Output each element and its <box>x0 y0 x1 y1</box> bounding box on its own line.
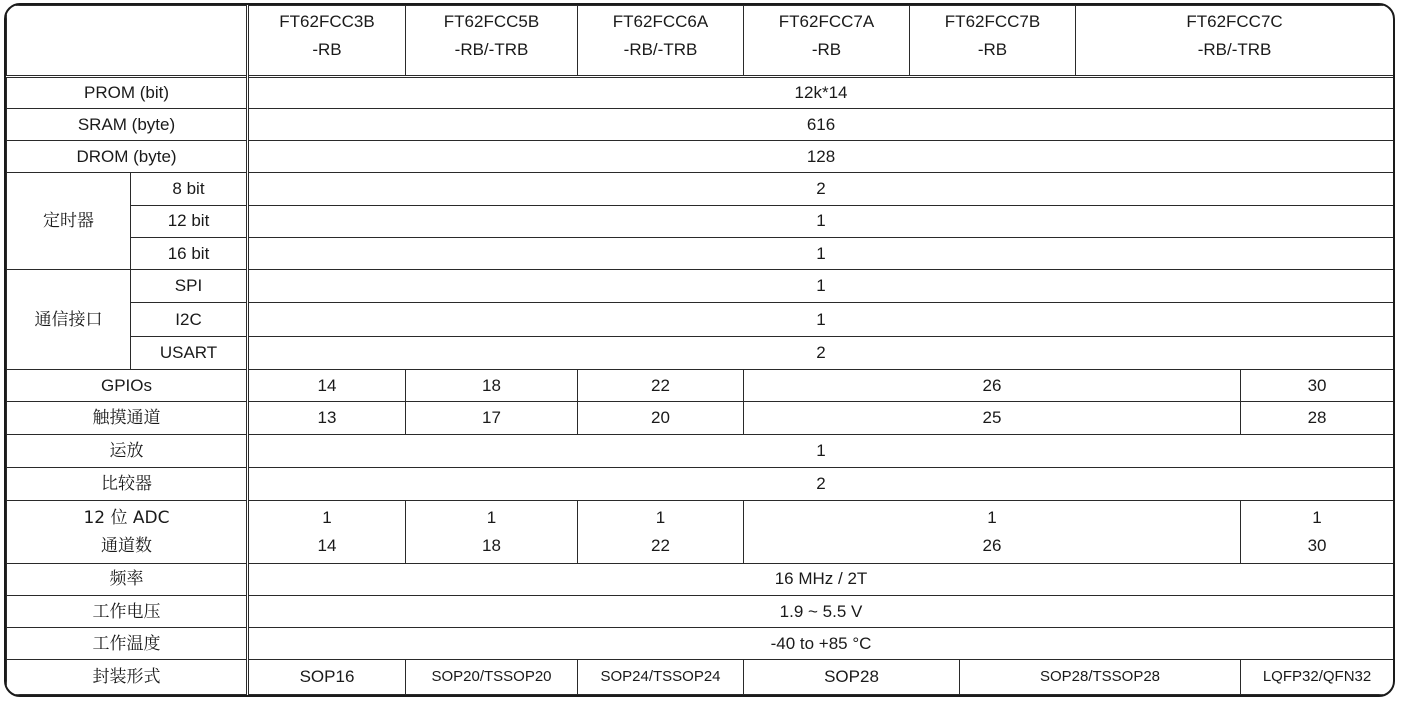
sub-label-timer-8bit: 8 bit <box>131 173 248 205</box>
model-header-4: FT62FCC7B -RB <box>910 6 1076 77</box>
table-row-timer-12bit <box>7 205 1394 237</box>
table-row-gpios <box>7 370 1394 402</box>
model-header-5: FT62FCC7C -RB/-TRB <box>1076 6 1394 77</box>
cell-gpios-4: 30 <box>1241 370 1394 402</box>
row-value-opamp: 1 <box>248 434 1394 467</box>
row-label-touch: 触摸通道 <box>7 402 248 434</box>
cell-adc-4: 1 30 <box>1241 501 1394 564</box>
table-row-package <box>7 660 1394 695</box>
row-label-comm: 通信接口 <box>7 270 131 370</box>
row-label-prom: PROM (bit) <box>7 76 248 108</box>
model-header-0: FT62FCC3B -RB <box>248 6 406 77</box>
row-label-comparator: 比较器 <box>7 467 248 500</box>
cell-package-4: SOP28/TSSOP28 <box>960 660 1241 695</box>
row-label-voltage: 工作电压 <box>7 595 248 627</box>
row-value-prom: 12k*14 <box>248 76 1394 108</box>
table-row-voltage <box>7 595 1394 627</box>
cell-gpios-0: 14 <box>248 370 406 402</box>
cell-package-1: SOP20/TSSOP20 <box>406 660 578 695</box>
row-value-sram: 616 <box>248 108 1394 140</box>
row-value-timer-12bit: 1 <box>248 205 1394 237</box>
spec-table-frame <box>4 3 1395 697</box>
sub-label-comm-i2c: I2C <box>131 303 248 336</box>
row-value-timer-8bit: 2 <box>248 173 1394 205</box>
cell-adc-2: 1 22 <box>578 501 744 564</box>
cell-touch-2: 20 <box>578 402 744 434</box>
spec-table <box>6 5 1394 695</box>
sub-label-comm-usart: USART <box>131 336 248 369</box>
sub-label-timer-16bit: 16 bit <box>131 237 248 269</box>
row-label-sram: SRAM (byte) <box>7 108 248 140</box>
table-row-timer-16bit <box>7 237 1394 269</box>
sub-label-timer-12bit: 12 bit <box>131 205 248 237</box>
row-label-adc: 12 位 ADC 通道数 <box>7 501 248 564</box>
row-label-temp: 工作温度 <box>7 628 248 660</box>
cell-gpios-3: 26 <box>744 370 1241 402</box>
row-label-timer: 定时器 <box>7 173 131 270</box>
row-label-package: 封装形式 <box>7 660 248 695</box>
cell-adc-3: 1 26 <box>744 501 1241 564</box>
row-value-freq: 16 MHz / 2T <box>248 563 1394 595</box>
row-value-comparator: 2 <box>248 467 1394 500</box>
row-value-timer-16bit: 1 <box>248 237 1394 269</box>
table-row-touch <box>7 402 1394 434</box>
cell-touch-4: 28 <box>1241 402 1394 434</box>
table-row-prom <box>7 76 1394 108</box>
header-row <box>7 6 1394 77</box>
cell-touch-3: 25 <box>744 402 1241 434</box>
table-row-opamp <box>7 434 1394 467</box>
row-value-comm-i2c: 1 <box>248 303 1394 336</box>
table-row-freq <box>7 563 1394 595</box>
table-row-temp <box>7 628 1394 660</box>
cell-package-3: SOP28 <box>744 660 960 695</box>
cell-package-0: SOP16 <box>248 660 406 695</box>
model-header-3: FT62FCC7A -RB <box>744 6 910 77</box>
table-row-adc <box>7 501 1394 564</box>
table-row-comm-i2c <box>7 303 1394 336</box>
row-value-comm-usart: 2 <box>248 336 1394 369</box>
cell-package-2: SOP24/TSSOP24 <box>578 660 744 695</box>
table-row-comm-spi <box>7 270 1394 303</box>
row-value-voltage: 1.9 ~ 5.5 V <box>248 595 1394 627</box>
cell-adc-1: 1 18 <box>406 501 578 564</box>
table-row-drom <box>7 141 1394 173</box>
row-value-temp: -40 to +85 °C <box>248 628 1394 660</box>
model-header-2: FT62FCC6A -RB/-TRB <box>578 6 744 77</box>
model-header-1: FT62FCC5B -RB/-TRB <box>406 6 578 77</box>
cell-gpios-2: 22 <box>578 370 744 402</box>
cell-package-5: LQFP32/QFN32 <box>1241 660 1394 695</box>
row-label-freq: 频率 <box>7 563 248 595</box>
table-row-comm-usart <box>7 336 1394 369</box>
table-row-timer-8bit <box>7 173 1394 205</box>
table-row-sram <box>7 108 1394 140</box>
cell-touch-1: 17 <box>406 402 578 434</box>
header-corner-cell <box>7 6 248 77</box>
sub-label-comm-spi: SPI <box>131 270 248 303</box>
row-label-gpios: GPIOs <box>7 370 248 402</box>
table-row-comparator <box>7 467 1394 500</box>
row-value-comm-spi: 1 <box>248 270 1394 303</box>
row-label-opamp: 运放 <box>7 434 248 467</box>
row-label-drom: DROM (byte) <box>7 141 248 173</box>
row-value-drom: 128 <box>248 141 1394 173</box>
cell-adc-0: 1 14 <box>248 501 406 564</box>
cell-gpios-1: 18 <box>406 370 578 402</box>
cell-touch-0: 13 <box>248 402 406 434</box>
